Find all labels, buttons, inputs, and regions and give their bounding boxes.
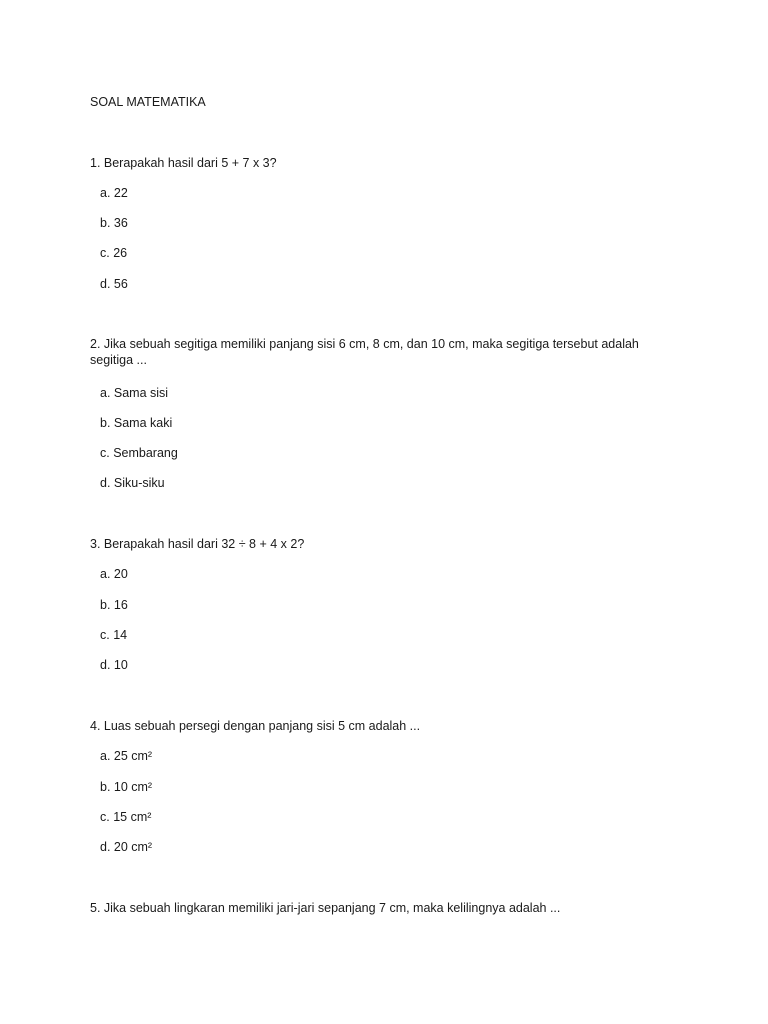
question-1-option-d: d. 56 xyxy=(100,277,128,291)
question-2-option-b: b. Sama kaki xyxy=(100,416,173,430)
question-3: 3. Berapakah hasil dari 32 ÷ 8 + 4 x 2? xyxy=(90,537,305,551)
question-1-option-a: a. 22 xyxy=(100,186,128,200)
question-1-option-b: b. 36 xyxy=(100,216,128,230)
question-5: 5. Jika sebuah lingkaran memiliki jari-jari sepanjang 7 cm, maka kelilingnya adalah ... xyxy=(90,901,561,915)
question-3-option-d: d. 10 xyxy=(100,658,128,672)
question-2-option-a: a. Sama sisi xyxy=(100,386,169,400)
question-4-option-a: a. 25 cm² xyxy=(100,749,153,763)
question-3-option-a: a. 20 xyxy=(100,567,128,581)
question-2-option-d: d. Siku-siku xyxy=(100,476,165,490)
question-4-option-c: c. 15 cm² xyxy=(100,810,152,824)
question-4: 4. Luas sebuah persegi dengan panjang sisi 5 cm adalah ... xyxy=(90,719,421,733)
question-3-option-b: b. 16 xyxy=(100,598,128,612)
question-2: 2. Jika sebuah segitiga memiliki panjang sisi 6 cm, 8 cm, dan 10 cm, maka segitiga tersebut adalah segitiga ... xyxy=(90,337,639,367)
question-3-option-c: c. 14 xyxy=(100,628,128,642)
question-1-option-c: c. 26 xyxy=(100,246,128,260)
question-4-option-b: b. 10 cm² xyxy=(100,780,153,794)
question-1: 1. Berapakah hasil dari 5 + 7 x 3? xyxy=(90,156,277,170)
question-2-option-c: c. Sembarang xyxy=(100,446,178,460)
document-title: SOAL MATEMATIKA xyxy=(90,95,206,109)
question-4-option-d: d. 20 cm² xyxy=(100,840,153,854)
